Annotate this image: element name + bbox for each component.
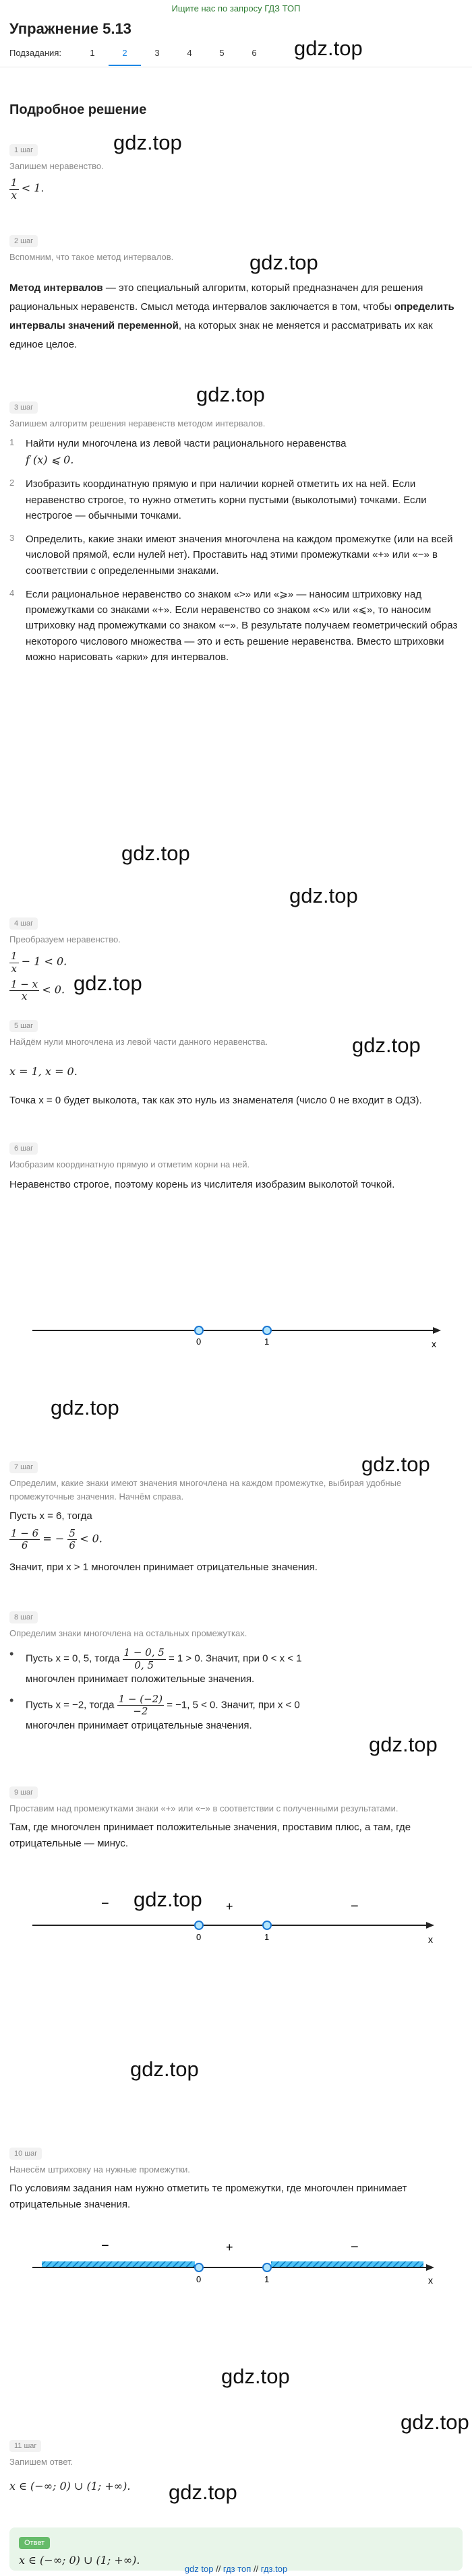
answer-text: x ∈ (−∞; 0) ∪ (1; +∞). [19, 2554, 140, 2567]
section-title: Подробное решение [9, 102, 147, 117]
subtask-4[interactable]: 4 [187, 48, 192, 59]
list-item: 3 Определить, какие знаки имеют значения многочлена на каждом промежутке (или на всей числовой прямой, если нулей нет). Проставить над этими промежутками «+» или «−» в соответствии с определенными знаками. [9, 533, 453, 577]
point-1 [263, 1326, 271, 1334]
point-0 [195, 1326, 203, 1334]
hatch-left [42, 2261, 195, 2267]
transformed-inequality-2: $\frac{1 - x}{x}$ < 0. [11, 977, 65, 1003]
watermark: gdz.top [294, 36, 363, 60]
step-note: Запишем ответ. [9, 2457, 73, 2468]
step-9 [9, 1784, 463, 1851]
step-11 [9, 2437, 463, 2495]
watermark: gdz.top [369, 1733, 438, 1756]
number-line-1 [0, 1307, 472, 1361]
watermark: gdz.top [352, 1033, 421, 1057]
axis-arrow [433, 1327, 441, 1334]
watermark: gdz.top [249, 251, 318, 274]
subtask-2[interactable]: 2 [109, 46, 141, 65]
cases-list [9, 1647, 463, 1733]
step-note: Нанесём штриховку на нужные промежутки. [9, 2164, 190, 2175]
algorithm-list [9, 436, 463, 665]
tick-label-0: 0 [196, 1337, 202, 1347]
watermark: gdz.top [221, 2364, 290, 2388]
step-1 [9, 141, 463, 201]
step-note: Найдём нули многочлена из левой части данного неравенства. [9, 1037, 268, 1048]
subtasks-label: Подзадания: [9, 48, 61, 59]
sign-minus-left: − [101, 2239, 109, 2253]
sign-minus-right: − [351, 2240, 359, 2255]
step-text: Точка x = 0 будет выколота, так как это нуль из знаменателя (число 0 не входит в ОДЗ). [9, 1095, 422, 1107]
step-4 [9, 915, 463, 1002]
step-tag: 11 шаг [9, 2440, 41, 2452]
footer-link-3[interactable]: гдз.top [260, 2564, 288, 2574]
footer-link-2[interactable]: гдз топ [223, 2564, 252, 2574]
number-line-2 [0, 1892, 472, 1952]
watermark: gdz.top [130, 2057, 199, 2081]
subtask-3[interactable]: 3 [154, 48, 160, 59]
step-note: Определим, какие знаки имеют значения многочлена на каждом промежутке, выбирая удобные промежуточные значения. Начнём справа. [9, 1478, 402, 1502]
list-item: • Пусть x = −2, тогда $\frac{1 - (-2)}{-2}$ = −1, 5 < 0. Значит, при x < 0 многочлен принимает отрицательные значения. [9, 1693, 300, 1731]
step-tag: 4 шаг [9, 917, 38, 930]
tick-label-0: 0 [196, 2274, 202, 2284]
watermark: gdz.top [169, 2480, 237, 2504]
step-5 [9, 1017, 463, 1108]
sign-minus-left: − [101, 1896, 109, 1911]
watermark: gdz.top [361, 1452, 430, 1476]
watermark: gdz.top [113, 131, 182, 154]
inequality: $\frac{1}{x}$ < 1. [11, 176, 45, 201]
axis-arrow [426, 1922, 434, 1929]
tick-label-1: 1 [264, 1337, 270, 1347]
step-text: Пусть x = 6, тогда [9, 1510, 92, 1522]
step-note: Определим знаки многочлена на остальных промежутках. [9, 1628, 247, 1639]
roots: x = 1, x = 0. [9, 1065, 78, 1078]
point-1 [263, 1921, 271, 1929]
answer-line: x ∈ (−∞; 0) ∪ (1; +∞). [9, 2480, 131, 2493]
step-tag: 6 шаг [9, 1142, 38, 1155]
list-item: 2 Изобразить координатную прямую и при наличии корней отметить их на ней. Если неравенство строгое, то нужно отметить корни пустыми (выколотыми) точками. Если нестрогое — обычными точками. [9, 478, 427, 521]
step-note: Запишем алгоритм решения неравенств методом интервалов. [9, 418, 266, 429]
axis-label-x: x [428, 1934, 433, 1945]
step-tag: 3 шаг [9, 401, 38, 414]
watermark: gdz.top [134, 1888, 202, 1911]
step-note: Изобразим координатную прямую и отметим корни на ней. [9, 1159, 250, 1170]
subtask-6[interactable]: 6 [252, 48, 257, 59]
step-text: Там, где многочлен принимает положительные значения, проставим плюс, а там, где отрицательные — минус. [9, 1822, 411, 1849]
point-0 [195, 2263, 203, 2272]
sign-minus-right: − [351, 1899, 359, 1914]
hatch-right [271, 2261, 423, 2267]
calculation: $\frac{1 - 6}{6}$ = − $\frac{5}{6}$ < 0. [11, 1526, 102, 1552]
step-note: Запишем неравенство. [9, 161, 104, 172]
list-item: • Пусть x = 0, 5, тогда $\frac{1 - 0, 5}{0, 5}$ = 1 > 0. Значит, при 0 < x < 1 многочлен принимает положительные значения. [9, 1646, 302, 1685]
answer-tag: Ответ [19, 2537, 50, 2549]
tick-label-0: 0 [196, 1932, 202, 1942]
step-note: Проставим над промежутками знаки «+» или «−» в соответствии с полученными результатами. [9, 1803, 399, 1814]
transformed-inequality-1: $\frac{1}{x}$ − 1 < 0. [11, 950, 67, 975]
step-6 [9, 1140, 463, 1193]
step-tag: 2 шаг [9, 235, 38, 247]
step-tag: 8 шаг [9, 1611, 38, 1623]
fraction: $\frac{1}{x}$ [11, 176, 18, 201]
step-tag: 5 шаг [9, 1020, 38, 1032]
top-banner[interactable]: Ищите нас по запросу ГДЗ ТОП [171, 3, 301, 13]
subtask-5[interactable]: 5 [219, 48, 225, 59]
footer-link-1[interactable]: gdz top [184, 2564, 214, 2574]
step-note: Преобразуем неравенство. [9, 934, 121, 945]
footer: gdz top // гдз топ // гдз.top [184, 2564, 288, 2574]
step-10 [9, 2145, 463, 2212]
axis-arrow [426, 2264, 434, 2271]
point-0 [195, 1921, 203, 1929]
step-tag: 7 шаг [9, 1461, 38, 1473]
step-7 [9, 1458, 463, 1576]
step-note: Вспомним, что такое метод интервалов. [9, 252, 174, 263]
watermark: gdz.top [289, 884, 358, 907]
tick-label-1: 1 [264, 2274, 270, 2284]
conclusion: Значит, при x > 1 многочлен принимает отрицательные значения. [9, 1561, 318, 1574]
step-3 [9, 399, 463, 673]
definition-text: Метод интервалов — это специальный алгоритм, который предназначен для решения рациональных неравенств. Смысл метода интервалов заключается в том, чтобы определить интервалы значений переменной, на которых знак не меняется и рассматривать их как единое целое. [9, 282, 454, 350]
step-8 [9, 1609, 463, 1740]
list-item: 1 Найти нули многочлена из левой части рационального неравенства f (x) ⩽ 0. [9, 437, 347, 466]
step-2 [9, 232, 463, 354]
step-text: Неравенство строгое, поэтому корень из числителя изобразим выколотой точкой. [9, 1179, 395, 1191]
step-text: По условиям задания нам нужно отметить те промежутки, где многочлен принимает отрицательные значения. [9, 2183, 407, 2210]
watermark: gdz.top [401, 2410, 469, 2434]
list-item: 4 Если рациональное неравенство со знаком «>» или «⩾» — наносим штриховку над промежутками со знаками «+». Если неравенство со знаком «<» или «⩽», то наносим штриховку над промежутками со знаком «−». В результате получаем геометрический образ некоторого числового множества — это и есть решение неравенства. Вместо штриховки можно нарисовать «арки» для интервалов. [9, 587, 458, 663]
subtasks-nav [0, 40, 472, 67]
sign-plus: + [226, 2241, 233, 2254]
watermark: gdz.top [196, 383, 265, 406]
step-tag: 10 шаг [9, 2148, 42, 2160]
watermark: gdz.top [121, 841, 190, 865]
sign-plus: + [226, 1900, 233, 1913]
point-1 [263, 2263, 271, 2272]
tick-label-1: 1 [264, 1932, 270, 1942]
subtask-1[interactable]: 1 [90, 48, 95, 59]
watermark: gdz.top [73, 971, 142, 995]
watermark: gdz.top [51, 1396, 119, 1419]
step-tag: 9 шаг [9, 1786, 38, 1799]
axis-label-x: x [432, 1339, 436, 1349]
page-title: Упражнение 5.13 [9, 20, 131, 37]
step-tag: 1 шаг [9, 144, 38, 156]
axis-label-x: x [428, 2275, 433, 2286]
number-line-3 [0, 2232, 472, 2293]
